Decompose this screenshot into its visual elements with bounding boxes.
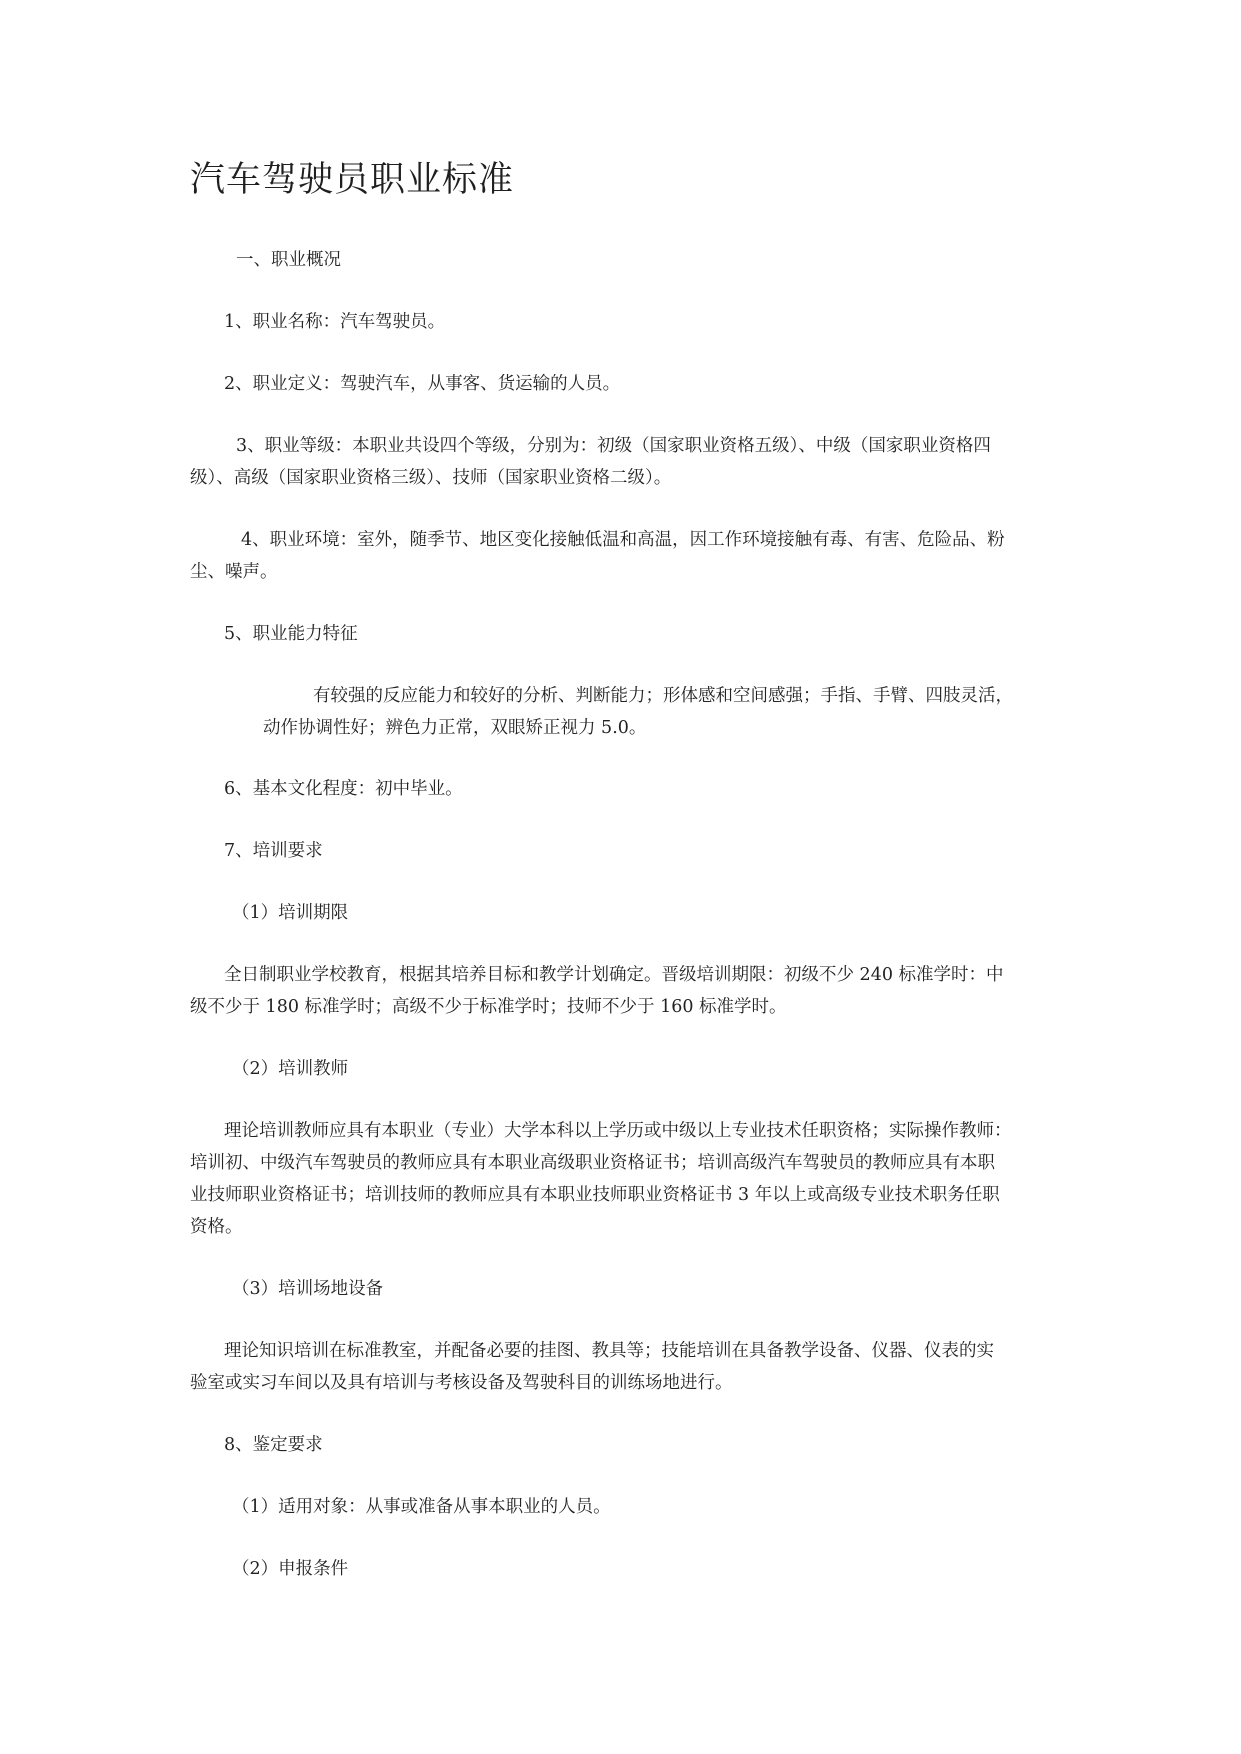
paragraph-line: 5、职业能力特征 [224, 624, 358, 644]
paragraph-line: （2）培训教师 [232, 1059, 349, 1079]
paragraph-line: 培训初、中级汽车驾驶员的教师应具有本职业高级职业资格证书；培训高级汽车驾驶员的教师应具有本职 [190, 1153, 995, 1173]
paragraph-line: 2、职业定义：驾驶汽车，从事客、货运输的人员。 [224, 374, 621, 394]
paragraph-line: （1）适用对象：从事或准备从事本职业的人员。 [232, 1497, 611, 1517]
paragraph-line: 4、职业环境：室外，随季节、地区变化接触低温和高温，因工作环境接触有毒、有害、危险品、粉 [241, 530, 1005, 550]
paragraph-line: （3）培训场地设备 [232, 1279, 384, 1299]
paragraph-line: 6、基本文化程度：初中毕业。 [224, 779, 463, 799]
page-title: 汽车驾驶员职业标准 [190, 160, 515, 200]
paragraph-line: 全日制职业学校教育，根据其培养目标和教学计划确定。晋级培训期限：初级不少 240 标准学时：中 [224, 965, 1004, 985]
paragraph-line: 理论培训教师应具有本职业（专业）大学本科以上学历或中级以上专业技术任职资格；实际操作教师： [224, 1121, 1012, 1141]
paragraph-line: 3、职业等级：本职业共设四个等级，分别为：初级（国家职业资格五级）、中级（国家职业资格四 [236, 436, 991, 456]
paragraph-line: 7、培训要求 [224, 841, 323, 861]
paragraph-line: 尘、噪声。 [190, 562, 278, 582]
section-heading: 一、职业概况 [236, 250, 341, 270]
paragraph-line: 理论知识培训在标准教室，并配备必要的挂图、教具等；技能培训在具备教学设备、仪器、仪表的实 [224, 1341, 994, 1361]
paragraph-line: 验室或实习车间以及具有培训与考核设备及驾驶科目的训练场地进行。 [190, 1373, 733, 1393]
paragraph-line: 级）、高级（国家职业资格三级）、技师（国家职业资格二级）。 [190, 468, 672, 488]
paragraph-line: 资格。 [190, 1217, 243, 1237]
paragraph-line: 级不少于 180 标准学时；高级不少于标准学时；技师不少于 160 标准学时。 [190, 997, 787, 1017]
paragraph-line: 8、鉴定要求 [224, 1435, 323, 1455]
paragraph-line: 动作协调性好；辨色力正常，双眼矫正视力 5.0。 [263, 718, 647, 738]
paragraph-line: 业技师职业资格证书；培训技师的教师应具有本职业技师职业资格证书 3 年以上或高级专业技术职务任职 [190, 1185, 1000, 1205]
paragraph-line: （2）申报条件 [232, 1559, 349, 1579]
paragraph-line: （1）培训期限 [232, 903, 349, 923]
paragraph-line: 1、职业名称：汽车驾驶员。 [224, 312, 446, 332]
paragraph-line: 有较强的反应能力和较好的分析、判断能力；形体感和空间感强；手指、手臂、四肢灵活， [313, 686, 1013, 706]
